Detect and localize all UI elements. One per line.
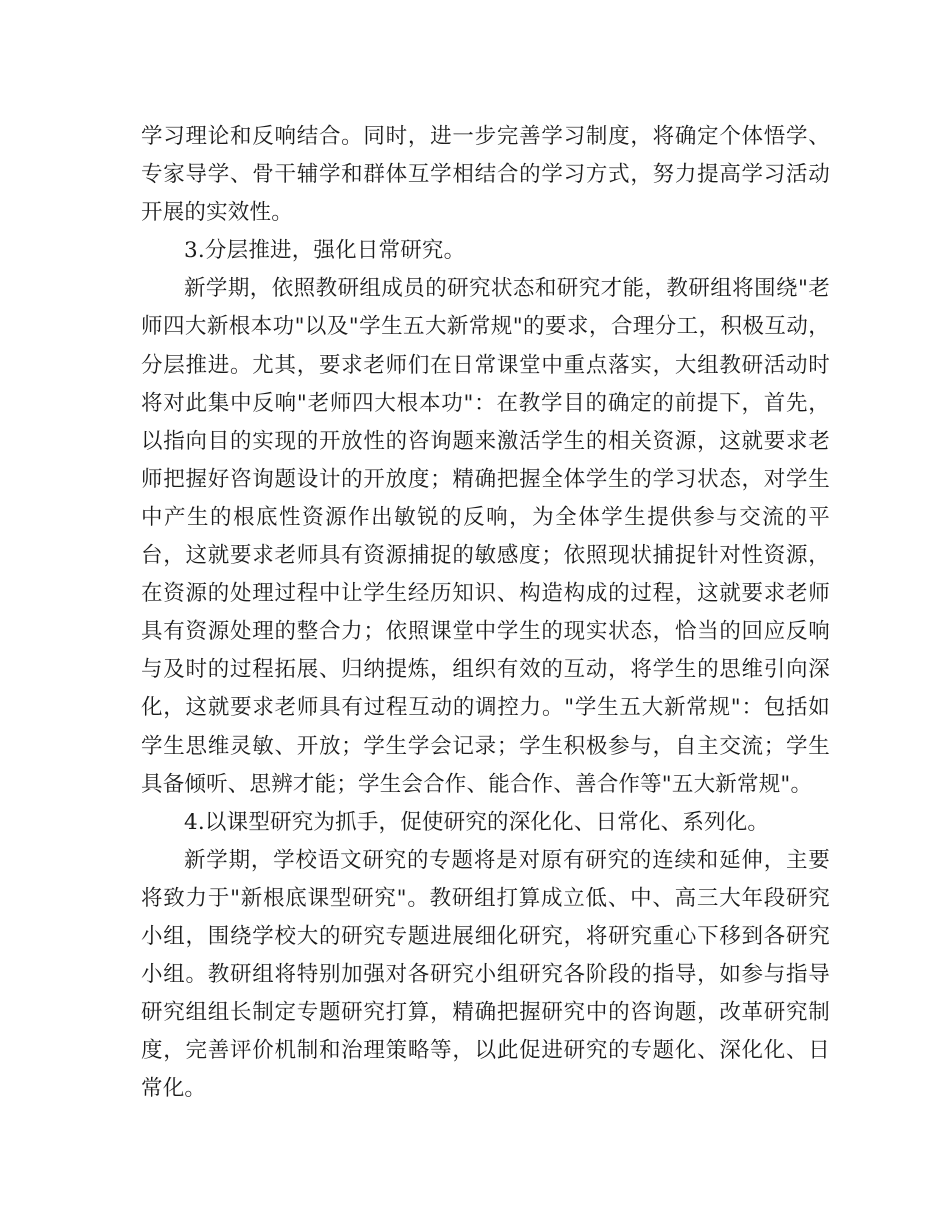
paragraph-section-3-body: 新学期，依照教研组成员的研究状态和研究才能，教研组将围绕"老师四大新根本功"以及"学生五大新常规"的要求，合理分工，积极互动，分层推进。尤其，要求老师们在日常课堂中重点落实，大组教研活动时将对此集中反响"老师四大根本功"：在教学目的确定的前提下，首先，以指向目的实现的开放性的咨询题来激活学生的相关资源，这就要求老师把握好咨询题设计的开放度；精确把握全体学生的学习状态，对学生中产生的根底性资源作出敏锐的反响，为全体学生提供参与交流的平台，这就要求老师具有资源捕捉的敏感度；依照现状捕捉针对性资源，在资源的处理过程中让学生经历知识、构造构成的过程，这就要求老师具有资源处理的整合力；依照课堂中学生的现实状态，恰当的回应反响与及时的过程拓展、归纳提炼，组织有效的互动，将学生的思维引向深化，这就要求老师具有过程互动的调控力。"学生五大新常规"：包括如学生思维灵敏、开放；学生学会记录；学生积极参与，自主交流；学生具备倾听、思辨才能；学生会合作、能合作、善合作等"五大新常规"。 xyxy=(141,276,830,797)
paragraph-section-4-body: 新学期，学校语文研究的专题将是对原有研究的连续和延伸，主要将致力于"新根底课型研究"。教研组打算成立低、中、高三大年段研究小组，围绕学校大的研究专题进展细化研究，将研究重心下移到各研究小组。教研组将特别加强对各研究小组研究各阶段的指导，如参与指导研究组组长制定专题研究打算，精确把握研究中的咨询题，改革研究制度，完善评价机制和治理策略等，以此促进研究的专题化、深化化、日常化。 xyxy=(141,847,830,1102)
paragraph-continuation: 学习理论和反响结合。同时，进一步完善学习制度，将确定个体悟学、专家导学、骨干辅学和群体互学相结合的学习方式，努力提高学习活动开展的实效性。 xyxy=(141,124,830,226)
section-heading-3: 3.分层推进，强化日常研究。 xyxy=(184,238,466,264)
section-heading-4: 4.以课型研究为抓手，促使研究的深化化、日常化、系列化。 xyxy=(184,809,770,835)
